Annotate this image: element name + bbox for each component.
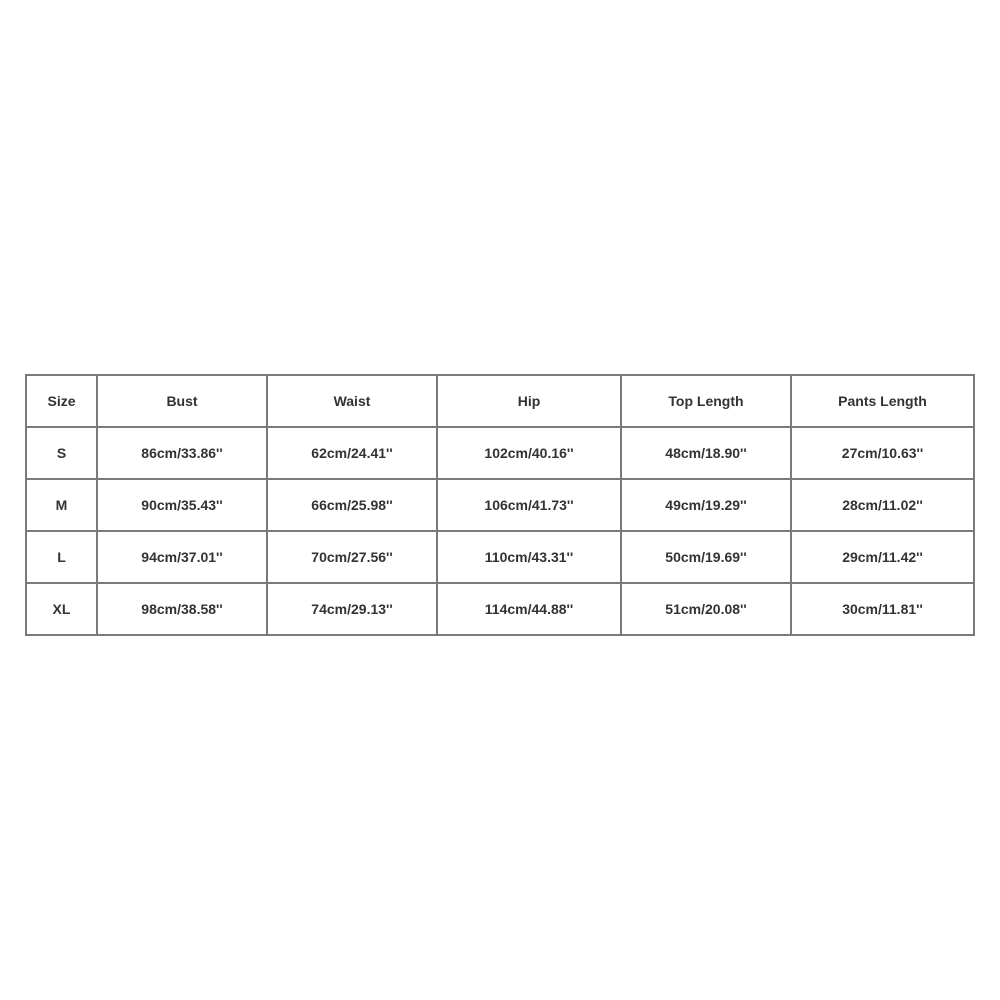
size-chart-table bbox=[25, 374, 975, 636]
cell-waist: 66cm/25.98'' bbox=[267, 479, 437, 531]
cell-top-length: 49cm/19.29'' bbox=[621, 479, 791, 531]
table-row bbox=[26, 427, 974, 479]
cell-waist: 74cm/29.13'' bbox=[267, 583, 437, 635]
cell-top-length: 50cm/19.69'' bbox=[621, 531, 791, 583]
table-row bbox=[26, 479, 974, 531]
cell-pants-length: 29cm/11.42'' bbox=[791, 531, 974, 583]
cell-pants-length: 30cm/11.81'' bbox=[791, 583, 974, 635]
table-header bbox=[26, 375, 974, 427]
header-waist: Waist bbox=[267, 375, 437, 427]
cell-hip: 114cm/44.88'' bbox=[437, 583, 621, 635]
cell-hip: 110cm/43.31'' bbox=[437, 531, 621, 583]
cell-size: XL bbox=[26, 583, 97, 635]
cell-pants-length: 27cm/10.63'' bbox=[791, 427, 974, 479]
cell-waist: 62cm/24.41'' bbox=[267, 427, 437, 479]
header-row bbox=[26, 375, 974, 427]
cell-hip: 106cm/41.73'' bbox=[437, 479, 621, 531]
cell-size: L bbox=[26, 531, 97, 583]
header-bust: Bust bbox=[97, 375, 267, 427]
cell-bust: 90cm/35.43'' bbox=[97, 479, 267, 531]
cell-top-length: 51cm/20.08'' bbox=[621, 583, 791, 635]
table-body bbox=[26, 427, 974, 635]
table-row bbox=[26, 531, 974, 583]
cell-hip: 102cm/40.16'' bbox=[437, 427, 621, 479]
header-top-length: Top Length bbox=[621, 375, 791, 427]
cell-size: S bbox=[26, 427, 97, 479]
cell-pants-length: 28cm/11.02'' bbox=[791, 479, 974, 531]
cell-bust: 94cm/37.01'' bbox=[97, 531, 267, 583]
table-row bbox=[26, 583, 974, 635]
cell-top-length: 48cm/18.90'' bbox=[621, 427, 791, 479]
header-size: Size bbox=[26, 375, 97, 427]
header-pants-length: Pants Length bbox=[791, 375, 974, 427]
cell-size: M bbox=[26, 479, 97, 531]
cell-bust: 86cm/33.86'' bbox=[97, 427, 267, 479]
cell-waist: 70cm/27.56'' bbox=[267, 531, 437, 583]
cell-bust: 98cm/38.58'' bbox=[97, 583, 267, 635]
header-hip: Hip bbox=[437, 375, 621, 427]
